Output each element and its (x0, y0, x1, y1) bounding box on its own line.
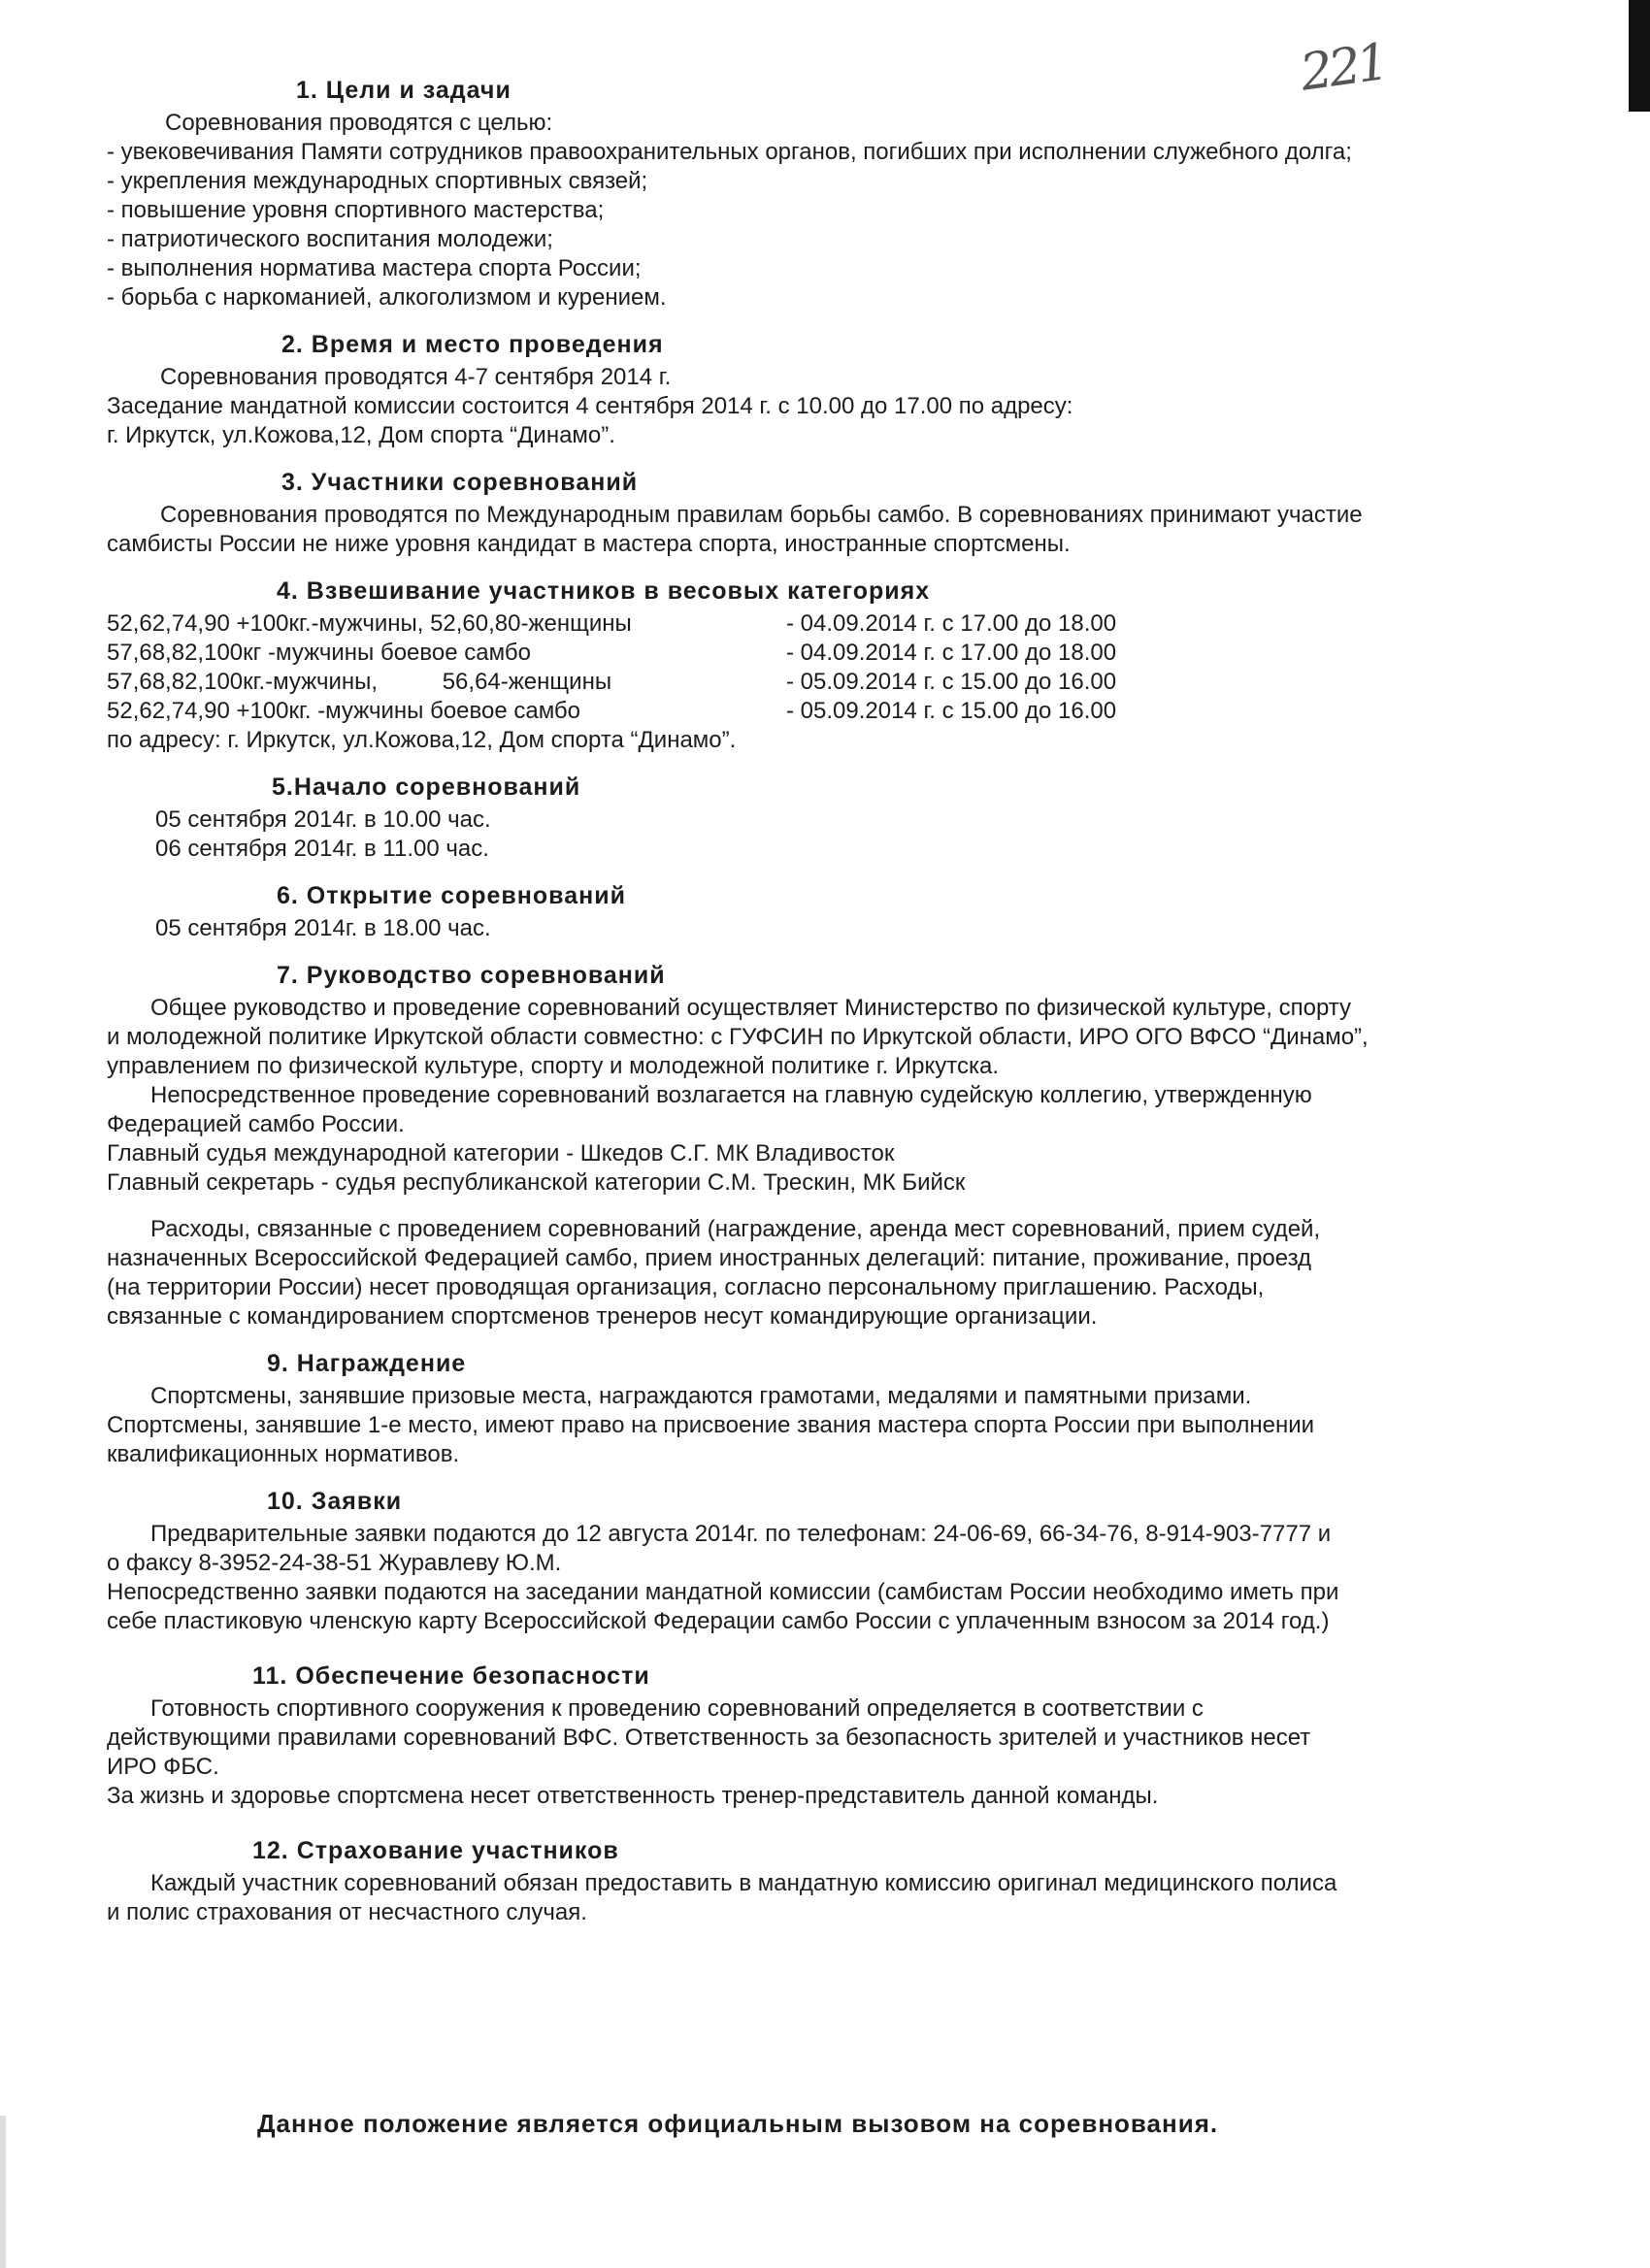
section-7-line: (на территории России) несет проводящая организация, согласно персональному приглашению. Расходы, (107, 1274, 1265, 1300)
section-9 (107, 1349, 1485, 1469)
section-9-title: 9. Награждение (267, 1350, 467, 1377)
section-1-title: 1. Цели и задачи (296, 77, 512, 104)
weigh-in-category: 57,68,82,100кг -мужчины боевое самбо (107, 640, 531, 666)
section-11-line: ИРО ФБС. (107, 1754, 219, 1780)
section-1-item: - выполнения норматива мастера спорта России; (107, 255, 642, 281)
section-2 (107, 330, 1485, 450)
section-4 (107, 576, 1485, 755)
scan-edge-shadow-left (0, 2116, 6, 2268)
weigh-in-category: 52,62,74,90 +100кг. -мужчины боевое самбо (107, 698, 581, 724)
section-9-line: Спортсмены, занявшие призовые места, награждаются грамотами, медалями и памятными призами. (150, 1383, 1252, 1409)
section-10-line: Предварительные заявки подаются до 12 августа 2014г. по телефонам: 24-06-69, 66-34-76, 8-914-903-7777 и (150, 1521, 1332, 1547)
section-1-item: - патриотического воспитания молодежи; (107, 226, 553, 252)
section-3-line: Соревнования проводятся по Международным правилам борьбы самбо. В соревнованиях принимают участие (160, 502, 1363, 528)
final-statement: Данное положение является официальным вызовом на соревнования. (257, 2109, 1219, 2138)
section-7-line: Главный судья международной категории - Шкедов С.Г. МК Владивосток (107, 1140, 895, 1167)
section-7-line: Расходы, связанные с проведением соревнований (награждение, аренда мест соревнований, прием судей, (150, 1216, 1321, 1242)
weigh-in-row (107, 609, 1116, 639)
weigh-in-row (107, 697, 1116, 726)
section-12-line: и полис страхования от несчастного случая. (107, 1899, 587, 1925)
section-4-title: 4. Взвешивание участников в весовых категориях (277, 577, 931, 605)
weigh-in-time: - 04.09.2014 г. с 17.00 до 18.00 (786, 640, 1117, 666)
section-1 (107, 76, 1485, 312)
section-3-title: 3. Участники соревнований (281, 469, 639, 496)
section-7-line: управлением по физической культуре, спорту и молодежной политике г. Иркутска. (107, 1053, 1000, 1079)
section-5-title: 5.Начало соревнований (272, 773, 581, 801)
handwritten-page-number: 221 (1297, 33, 1390, 103)
section-7-line: Общее руководство и проведение соревнований осуществляет Министерство по физической культуре, спорту (150, 995, 1352, 1021)
section-7-line: связанные с командированием спортсменов тренеров несут командирующие организации. (107, 1303, 1098, 1330)
section-2-line: г. Иркутск, ул.Кожова,12, Дом спорта “Динамо”. (107, 422, 615, 448)
section-11-title: 11. Обеспечение безопасности (252, 1662, 650, 1690)
weigh-in-category: 57,68,82,100кг.-мужчины, 56,64-женщины (107, 669, 612, 695)
section-11 (107, 1661, 1485, 1811)
scan-edge-shadow (1629, 0, 1650, 112)
section-11-line: действующими правилами соревнований ВФС. Ответственность за безопасность зрителей и участников несет (107, 1725, 1311, 1751)
section-3-line: самбисты России не ниже уровня кандидат в мастера спорта, иностранные спортсмены. (107, 531, 1071, 557)
section-2-line: Заседание мандатной комиссии состоится 4 сентября 2014 г. с 10.00 до 17.00 по адресу: (107, 393, 1073, 419)
section-1-item: - борьба с наркоманией, алкоголизмом и курением. (107, 284, 667, 311)
section-7-title: 7. Руководство соревнований (277, 962, 666, 989)
section-12-title: 12. Страхование участников (252, 1837, 619, 1864)
section-10-line: себе пластиковую членскую карту Всероссийской Федерации самбо России с уплаченным взносом за 2014 год.) (107, 1608, 1330, 1634)
section-7-line: Непосредственное проведение соревнований возлагается на главную судейскую коллегию, утвержденную (150, 1082, 1312, 1108)
weigh-in-row (107, 668, 1116, 697)
weigh-in-row (107, 639, 1116, 668)
weigh-in-category: 52,62,74,90 +100кг.-мужчины, 52,60,80-женщины (107, 610, 632, 637)
weigh-in-time: - 05.09.2014 г. с 15.00 до 16.00 (786, 669, 1117, 695)
section-2-title: 2. Время и место проведения (281, 331, 664, 358)
section-6-title: 6. Открытие соревнований (277, 882, 626, 909)
section-11-line: Готовность спортивного сооружения к проведению соревнований определяется в соответствии с (150, 1695, 1204, 1722)
section-7-line: назначенных Всероссийской Федерацией самбо, прием иностранных делегаций: питание, проживание, проезд (107, 1245, 1312, 1271)
section-6-line: 05 сентября 2014г. в 18.00 час. (155, 915, 491, 941)
section-11-line: За жизнь и здоровье спортсмена несет ответственность тренер-представитель данной команды. (107, 1783, 1159, 1809)
section-7-line: Главный секретарь - судья республиканской категории С.М. Трескин, МК Бийск (107, 1169, 966, 1196)
weigh-in-table (107, 609, 1116, 726)
section-2-line: Соревнования проводятся 4-7 сентября 2014 г. (160, 364, 672, 390)
section-10-title: 10. Заявки (267, 1488, 403, 1515)
section-1-item: - укрепления международных спортивных связей; (107, 168, 648, 194)
section-10 (107, 1487, 1485, 1636)
section-10-line: Непосредственно заявки подаются на заседании мандатной комиссии (самбистам России необходимо иметь при (107, 1579, 1339, 1605)
section-7-line: Федерацией самбо России. (107, 1111, 405, 1137)
section-5-line: 06 сентября 2014г. в 11.00 час. (155, 836, 489, 862)
section-7-line: и молодежной политике Иркутской области совместно: с ГУФСИН по Иркутской области, ИРО ОГО ВФСО “Динамо”, (107, 1024, 1369, 1050)
section-5-line: 05 сентября 2014г. в 10.00 час. (155, 806, 491, 833)
section-10-line: о факсу 8-3952-24-38-51 Журавлеву Ю.М. (107, 1550, 562, 1576)
section-5 (107, 772, 1485, 864)
section-3 (107, 468, 1485, 559)
section-1-intro: Соревнования проводятся с целью: (165, 110, 553, 136)
document-body (107, 76, 1485, 1927)
section-7 (107, 961, 1485, 1331)
section-1-item: - увековечивания Памяти сотрудников правоохранительных органов, погибших при исполнении служебного долга; (107, 139, 1352, 165)
section-12-line: Каждый участник соревнований обязан предоставить в мандатную комиссию оригинал медицинского полиса (150, 1870, 1337, 1896)
section-12 (107, 1836, 1485, 1927)
weigh-in-time: - 05.09.2014 г. с 15.00 до 16.00 (786, 698, 1117, 724)
section-4-address: по адресу: г. Иркутск, ул.Кожова,12, Дом спорта “Динамо”. (107, 727, 737, 753)
section-6 (107, 881, 1485, 943)
section-1-item: - повышение уровня спортивного мастерства; (107, 197, 605, 223)
section-9-line: квалификационных нормативов. (107, 1441, 460, 1467)
section-9-line: Спортсмены, занявшие 1-е место, имеют право на присвоение звания мастера спорта России при выполнении (107, 1412, 1315, 1438)
weigh-in-time: - 04.09.2014 г. с 17.00 до 18.00 (786, 610, 1117, 637)
